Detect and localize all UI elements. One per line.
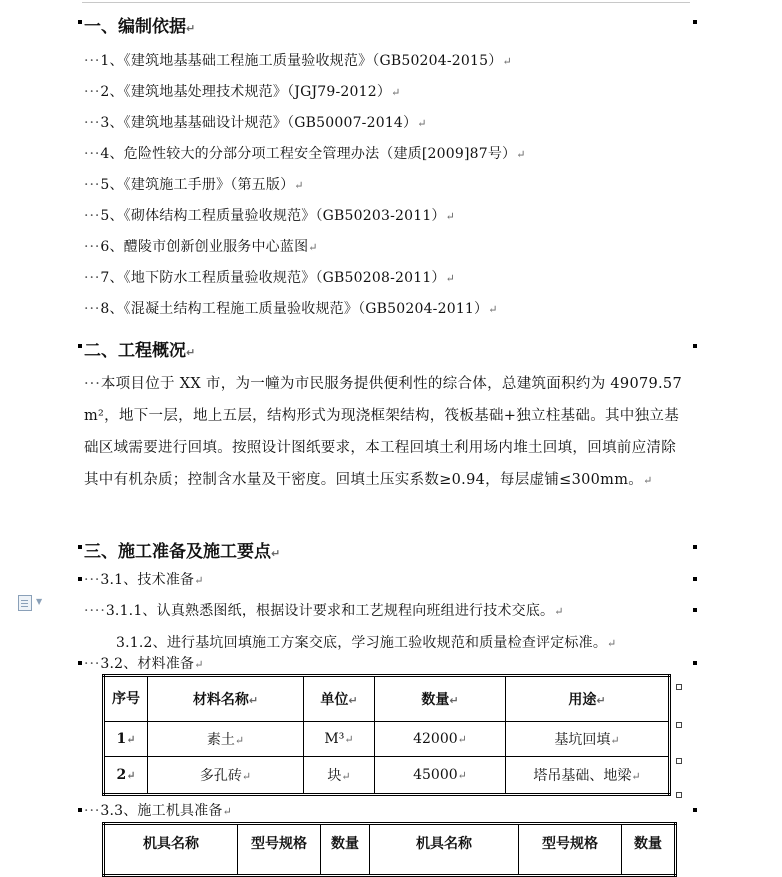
cell-unit: 块↵ bbox=[304, 757, 375, 795]
header-cell-model: 型号规格 bbox=[519, 824, 622, 876]
reference-list-item: ···4、危险性较大的分部分项工程安全管理办法（建质[2009]87号）↵ bbox=[84, 146, 526, 162]
header-cell-material: 材料名称↵ bbox=[148, 676, 304, 722]
subsection-3-2: ···3.2、材料准备↵ bbox=[84, 656, 204, 672]
paragraph-bullet bbox=[693, 608, 697, 612]
table-row bbox=[104, 722, 670, 757]
reference-list-item: ···5、《砌体结构工程质量验收规范》（GB50203-2011）↵ bbox=[84, 208, 456, 224]
page-top-border bbox=[82, 2, 690, 3]
project-overview-paragraph: ···本项目位于 XX 市，为一幢为市民服务提供便利性的综合体，总建筑面积约为 49079.57 m²，地下一层，地上五层，结构形式为现浇框架结构，筏板基础+独立柱基础。其中独立基础区域需要进行回填。按照设计图纸要求，本工程回填土利用场内堆土回填，回填前应清除其中有机杂质；控制含水量及干密度。回填土压实系数≥0.94，每层虚铺≤300mm。↵ bbox=[84, 376, 682, 488]
machines-table bbox=[102, 822, 677, 877]
paragraph-bullet bbox=[78, 545, 82, 549]
reference-list-item: ···8、《混凝土结构工程施工质量验收规范》（GB50204-2011）↵ bbox=[84, 301, 498, 317]
cell-material: 多孔砖↵ bbox=[148, 757, 304, 795]
header-cell-machine-name: 机具名称 bbox=[104, 824, 238, 876]
section-1-title: 一、编制依据↵ bbox=[84, 17, 196, 37]
paragraph-bullet bbox=[78, 344, 82, 348]
header-cell-count: 数量 bbox=[321, 824, 370, 876]
header-cell-unit: 单位↵ bbox=[304, 676, 375, 722]
cell-usage: 基坑回填↵ bbox=[506, 722, 670, 757]
chevron-down-icon[interactable]: ▼ bbox=[36, 597, 43, 606]
paragraph-bullet bbox=[693, 661, 697, 665]
paragraph-bullet bbox=[78, 577, 82, 581]
section-3-title: 三、施工准备及施工要点↵ bbox=[84, 542, 281, 562]
materials-table bbox=[102, 674, 671, 796]
reference-list-item: ···3、《建筑地基基础设计规范》（GB50007-2014）↵ bbox=[84, 115, 427, 131]
table-header-row bbox=[104, 676, 670, 722]
subsection-3-3: ···3.3、施工机具准备↵ bbox=[84, 803, 233, 819]
document-icon[interactable] bbox=[18, 595, 32, 611]
paragraph-bullet bbox=[693, 344, 697, 348]
paragraph-bullet bbox=[78, 661, 82, 665]
cell-index: 1↵ bbox=[104, 722, 148, 757]
subsection-3-1-1: ····3.1.1、认真熟悉图纸，根据设计要求和工艺规程向班组进行技术交底。↵ bbox=[84, 603, 564, 619]
header-cell-quantity: 数量↵ bbox=[375, 676, 506, 722]
header-cell-usage: 用途↵ bbox=[506, 676, 670, 722]
reference-list-item: ···1、《建筑地基基础工程施工质量验收规范》（GB50204-2015）↵ bbox=[84, 53, 512, 69]
table-row bbox=[104, 757, 670, 795]
header-cell-count: 数量 bbox=[622, 824, 676, 876]
cell-quantity: 42000↵ bbox=[375, 722, 506, 757]
header-cell-machine-name: 机具名称 bbox=[370, 824, 519, 876]
reference-list-item: ···6、醴陵市创新创业服务中心蓝图↵ bbox=[84, 239, 318, 255]
cell-usage: 塔吊基础、地梁↵ bbox=[506, 757, 670, 795]
paragraph-bullet bbox=[693, 577, 697, 581]
cell-quantity: 45000↵ bbox=[375, 757, 506, 795]
reference-list-item: ···2、《建筑地基处理技术规范》（JGJ79-2012）↵ bbox=[84, 84, 401, 100]
cell-index: 2↵ bbox=[104, 757, 148, 795]
header-cell-index: 序号 bbox=[104, 676, 148, 722]
table-header-row bbox=[104, 824, 676, 876]
cell-material: 素土↵ bbox=[148, 722, 304, 757]
row-end-marker bbox=[676, 722, 682, 728]
row-end-marker bbox=[676, 684, 682, 690]
paragraph-bullet bbox=[693, 20, 697, 24]
row-end-marker bbox=[676, 792, 682, 798]
cell-unit: M³↵ bbox=[304, 722, 375, 757]
paragraph-bullet bbox=[693, 808, 697, 812]
subsection-3-1: ···3.1、技术准备↵ bbox=[84, 572, 204, 588]
header-cell-model: 型号规格 bbox=[238, 824, 321, 876]
paragraph-bullet bbox=[78, 808, 82, 812]
paragraph-bullet bbox=[693, 545, 697, 549]
subsection-3-1-2: 3.1.2、进行基坑回填施工方案交底，学习施工验收规范和质量检查评定标准。↵ bbox=[116, 635, 617, 651]
section-2-title: 二、工程概况↵ bbox=[84, 341, 196, 361]
paragraph-bullet bbox=[78, 20, 82, 24]
row-end-marker bbox=[676, 758, 682, 764]
reference-list-item: ···7、《地下防水工程质量验收规范》（GB50208-2011）↵ bbox=[84, 270, 456, 286]
reference-list-item: ···5、《建筑施工手册》（第五版）↵ bbox=[84, 177, 304, 193]
